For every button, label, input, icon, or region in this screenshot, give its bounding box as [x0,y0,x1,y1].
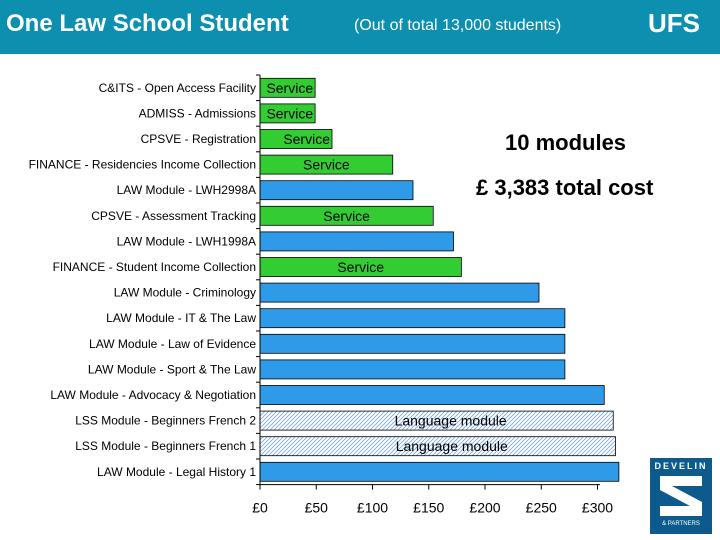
bar-10 [260,334,565,353]
bar-label: Service [266,105,314,122]
category-label: LAW Module - Sport & The Law [87,362,256,377]
category-label: LAW Module - LWH2998A [116,183,256,198]
bar-11 [260,360,565,379]
category-label: CPSVE - Assessment Tracking [91,208,256,223]
bar-4 [260,181,413,200]
category-label: FINANCE - Student Income Collection [52,260,256,274]
category-label: CPSVE - Registration [140,132,256,146]
logo-bottom-text: & PARTNERS [662,521,700,527]
logo-top-text: DEVELIN [654,461,708,471]
category-label: LAW Module - LWH1998A [116,234,256,249]
bar-12 [260,386,604,405]
page-title: One Law School Student [6,10,289,37]
category-label: LAW Module - Advocacy & Negotiation [50,388,256,402]
x-tick-label: £100 [356,499,389,516]
bar-label: Language module [394,412,507,429]
bar-9 [260,309,565,328]
x-tick-label: £250 [525,499,557,516]
category-label: LAW Module - Criminology [113,285,256,300]
category-label: LSS Module - Beginners French 1 [75,439,256,454]
category-label: LAW Module - Law of Evidence [89,336,256,351]
x-tick-label: £50 [304,499,328,516]
org-name: UFS [648,8,700,38]
bar-8 [260,283,539,302]
category-label: LAW Module - Legal History 1 [97,464,256,479]
total-cost-annotation: £ 3,383 total cost [476,175,654,200]
x-tick-label: £150 [413,499,445,516]
x-tick-label: £200 [469,499,501,516]
bar-label: Service [266,79,314,96]
bar-label: Language module [395,438,508,455]
category-label: FINANCE - Residencies Income Collection [28,157,256,172]
bar-label: Service [283,131,330,147]
x-tick-label: £0 [252,499,268,516]
page-subtitle: (Out of total 13,000 students) [354,17,562,34]
category-label: LAW Module - IT & The Law [106,311,256,326]
bar-6 [260,232,454,251]
category-label: LSS Module - Beginners French 2 [75,413,256,428]
category-label: C&ITS - Open Access Facility [98,80,256,95]
bar-15 [260,462,619,481]
bar-label: Service [303,156,350,173]
x-tick-label: £300 [581,499,614,516]
develin-logo [650,458,712,534]
modules-annotation: 10 modules [505,130,627,155]
bar-label: Service [337,259,385,275]
category-label: ADMISS - Admissions [138,106,256,121]
bar-label: Service [323,207,370,224]
